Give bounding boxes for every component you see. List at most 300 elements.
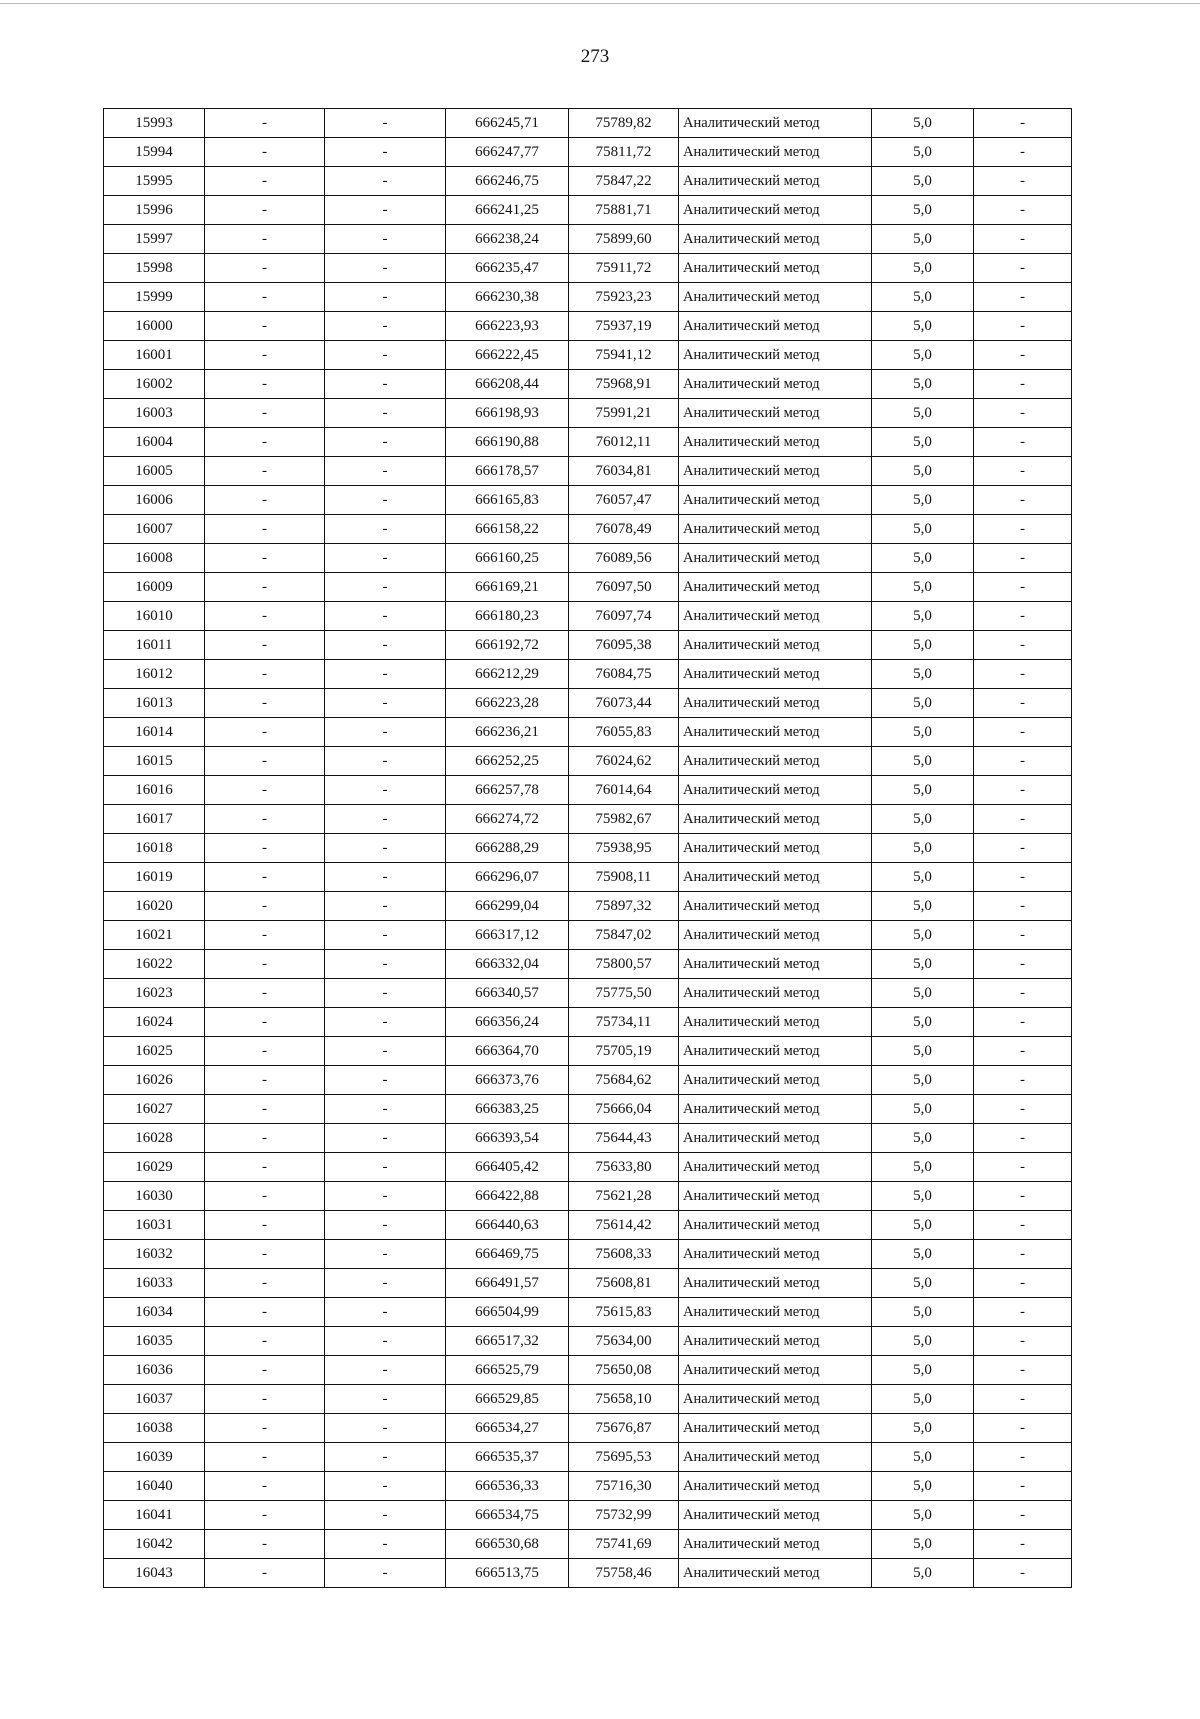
method-cell: Аналитический метод [679,544,872,573]
accuracy-cell: 5,0 [872,544,974,573]
empty-col-3-cell: - [325,457,446,486]
empty-col-8-cell: - [974,892,1072,921]
table-row [104,1095,1072,1124]
empty-col-2-cell: - [205,1385,325,1414]
point-number-cell: 16006 [104,486,205,515]
empty-col-3-cell: - [325,1240,446,1269]
empty-col-2-cell: - [205,515,325,544]
table-row [104,1327,1072,1356]
empty-col-2-cell: - [205,399,325,428]
point-number-cell: 16040 [104,1472,205,1501]
x-coordinate-cell: 666536,33 [446,1472,569,1501]
accuracy-cell: 5,0 [872,1385,974,1414]
empty-col-8-cell: - [974,1037,1072,1066]
y-coordinate-cell: 75614,42 [569,1211,679,1240]
empty-col-8-cell: - [974,718,1072,747]
table-row [104,776,1072,805]
x-coordinate-cell: 666158,22 [446,515,569,544]
empty-col-8-cell: - [974,602,1072,631]
empty-col-8-cell: - [974,457,1072,486]
accuracy-cell: 5,0 [872,370,974,399]
method-cell: Аналитический метод [679,950,872,979]
empty-col-8-cell: - [974,486,1072,515]
x-coordinate-cell: 666364,70 [446,1037,569,1066]
empty-col-3-cell: - [325,544,446,573]
empty-col-3-cell: - [325,225,446,254]
x-coordinate-cell: 666169,21 [446,573,569,602]
y-coordinate-cell: 76012,11 [569,428,679,457]
empty-col-2-cell: - [205,486,325,515]
table-row [104,1066,1072,1095]
x-coordinate-cell: 666535,37 [446,1443,569,1472]
table-row [104,921,1072,950]
table-row [104,1443,1072,1472]
accuracy-cell: 5,0 [872,776,974,805]
y-coordinate-cell: 75734,11 [569,1008,679,1037]
method-cell: Аналитический метод [679,631,872,660]
empty-col-2-cell: - [205,1356,325,1385]
method-cell: Аналитический метод [679,921,872,950]
method-cell: Аналитический метод [679,1356,872,1385]
table-row [104,602,1072,631]
y-coordinate-cell: 75937,19 [569,312,679,341]
accuracy-cell: 5,0 [872,950,974,979]
x-coordinate-cell: 666223,28 [446,689,569,718]
empty-col-3-cell: - [325,1530,446,1559]
y-coordinate-cell: 75634,00 [569,1327,679,1356]
x-coordinate-cell: 666440,63 [446,1211,569,1240]
table-row [104,370,1072,399]
accuracy-cell: 5,0 [872,805,974,834]
point-number-cell: 16042 [104,1530,205,1559]
table-row [104,515,1072,544]
empty-col-8-cell: - [974,1559,1072,1588]
point-number-cell: 16017 [104,805,205,834]
empty-col-3-cell: - [325,1211,446,1240]
method-cell: Аналитический метод [679,1559,872,1588]
y-coordinate-cell: 75923,23 [569,283,679,312]
point-number-cell: 16029 [104,1153,205,1182]
empty-col-8-cell: - [974,1414,1072,1443]
empty-col-2-cell: - [205,718,325,747]
y-coordinate-cell: 76055,83 [569,718,679,747]
empty-col-3-cell: - [325,283,446,312]
table-row [104,1501,1072,1530]
x-coordinate-cell: 666422,88 [446,1182,569,1211]
empty-col-8-cell: - [974,1182,1072,1211]
y-coordinate-cell: 75705,19 [569,1037,679,1066]
empty-col-3-cell: - [325,1559,446,1588]
empty-col-3-cell: - [325,1066,446,1095]
empty-col-2-cell: - [205,1066,325,1095]
accuracy-cell: 5,0 [872,979,974,1008]
method-cell: Аналитический метод [679,283,872,312]
y-coordinate-cell: 76095,38 [569,631,679,660]
point-number-cell: 16014 [104,718,205,747]
method-cell: Аналитический метод [679,805,872,834]
empty-col-8-cell: - [974,254,1072,283]
empty-col-2-cell: - [205,544,325,573]
point-number-cell: 16001 [104,341,205,370]
empty-col-2-cell: - [205,1008,325,1037]
empty-col-3-cell: - [325,1095,446,1124]
x-coordinate-cell: 666491,57 [446,1269,569,1298]
empty-col-8-cell: - [974,1095,1072,1124]
empty-col-2-cell: - [205,370,325,399]
method-cell: Аналитический метод [679,689,872,718]
y-coordinate-cell: 76034,81 [569,457,679,486]
x-coordinate-cell: 666180,23 [446,602,569,631]
method-cell: Аналитический метод [679,834,872,863]
point-number-cell: 16039 [104,1443,205,1472]
accuracy-cell: 5,0 [872,1211,974,1240]
empty-col-2-cell: - [205,312,325,341]
empty-col-8-cell: - [974,1298,1072,1327]
empty-col-3-cell: - [325,950,446,979]
empty-col-2-cell: - [205,1153,325,1182]
empty-col-2-cell: - [205,631,325,660]
table-row [104,109,1072,138]
method-cell: Аналитический метод [679,254,872,283]
x-coordinate-cell: 666238,24 [446,225,569,254]
x-coordinate-cell: 666223,93 [446,312,569,341]
point-number-cell: 16041 [104,1501,205,1530]
empty-col-2-cell: - [205,1182,325,1211]
accuracy-cell: 5,0 [872,573,974,602]
method-cell: Аналитический метод [679,1008,872,1037]
accuracy-cell: 5,0 [872,602,974,631]
method-cell: Аналитический метод [679,167,872,196]
x-coordinate-cell: 666274,72 [446,805,569,834]
table-row [104,312,1072,341]
table-row [104,1124,1072,1153]
y-coordinate-cell: 75621,28 [569,1182,679,1211]
x-coordinate-cell: 666296,07 [446,863,569,892]
y-coordinate-cell: 75676,87 [569,1414,679,1443]
accuracy-cell: 5,0 [872,921,974,950]
empty-col-2-cell: - [205,834,325,863]
empty-col-2-cell: - [205,1240,325,1269]
x-coordinate-cell: 666529,85 [446,1385,569,1414]
empty-col-3-cell: - [325,979,446,1008]
y-coordinate-cell: 75741,69 [569,1530,679,1559]
table-row [104,486,1072,515]
table-row [104,1472,1072,1501]
table-row [104,544,1072,573]
point-number-cell: 16016 [104,776,205,805]
y-coordinate-cell: 75633,80 [569,1153,679,1182]
y-coordinate-cell: 76057,47 [569,486,679,515]
empty-col-8-cell: - [974,834,1072,863]
empty-col-8-cell: - [974,312,1072,341]
empty-col-2-cell: - [205,1501,325,1530]
method-cell: Аналитический метод [679,1240,872,1269]
empty-col-8-cell: - [974,544,1072,573]
method-cell: Аналитический метод [679,1269,872,1298]
method-cell: Аналитический метод [679,1153,872,1182]
y-coordinate-cell: 75608,81 [569,1269,679,1298]
point-number-cell: 16031 [104,1211,205,1240]
point-number-cell: 16003 [104,399,205,428]
x-coordinate-cell: 666190,88 [446,428,569,457]
method-cell: Аналитический метод [679,892,872,921]
method-cell: Аналитический метод [679,1124,872,1153]
empty-col-2-cell: - [205,921,325,950]
empty-col-3-cell: - [325,1269,446,1298]
x-coordinate-cell: 666222,45 [446,341,569,370]
x-coordinate-cell: 666356,24 [446,1008,569,1037]
table-row [104,805,1072,834]
empty-col-3-cell: - [325,1153,446,1182]
table-row [104,283,1072,312]
point-number-cell: 16005 [104,457,205,486]
method-cell: Аналитический метод [679,428,872,457]
table-row [104,225,1072,254]
y-coordinate-cell: 76078,49 [569,515,679,544]
accuracy-cell: 5,0 [872,660,974,689]
method-cell: Аналитический метод [679,1095,872,1124]
y-coordinate-cell: 76089,56 [569,544,679,573]
accuracy-cell: 5,0 [872,167,974,196]
table-row [104,1240,1072,1269]
empty-col-8-cell: - [974,1211,1072,1240]
table-row [104,399,1072,428]
x-coordinate-cell: 666246,75 [446,167,569,196]
y-coordinate-cell: 75982,67 [569,805,679,834]
point-number-cell: 16035 [104,1327,205,1356]
x-coordinate-cell: 666340,57 [446,979,569,1008]
empty-col-2-cell: - [205,747,325,776]
accuracy-cell: 5,0 [872,312,974,341]
empty-col-2-cell: - [205,602,325,631]
empty-col-8-cell: - [974,1269,1072,1298]
accuracy-cell: 5,0 [872,486,974,515]
empty-col-2-cell: - [205,1443,325,1472]
x-coordinate-cell: 666236,21 [446,718,569,747]
empty-col-3-cell: - [325,1356,446,1385]
point-number-cell: 16022 [104,950,205,979]
table-row [104,1269,1072,1298]
empty-col-3-cell: - [325,834,446,863]
empty-col-8-cell: - [974,283,1072,312]
accuracy-cell: 5,0 [872,834,974,863]
accuracy-cell: 5,0 [872,1066,974,1095]
method-cell: Аналитический метод [679,1530,872,1559]
method-cell: Аналитический метод [679,225,872,254]
accuracy-cell: 5,0 [872,225,974,254]
accuracy-cell: 5,0 [872,1443,974,1472]
table-row [104,196,1072,225]
x-coordinate-cell: 666317,12 [446,921,569,950]
y-coordinate-cell: 75615,83 [569,1298,679,1327]
empty-col-2-cell: - [205,1124,325,1153]
point-number-cell: 16020 [104,892,205,921]
point-number-cell: 16030 [104,1182,205,1211]
method-cell: Аналитический метод [679,660,872,689]
x-coordinate-cell: 666530,68 [446,1530,569,1559]
empty-col-8-cell: - [974,1240,1072,1269]
point-number-cell: 15994 [104,138,205,167]
table-row [104,1530,1072,1559]
empty-col-2-cell: - [205,892,325,921]
y-coordinate-cell: 76097,74 [569,602,679,631]
accuracy-cell: 5,0 [872,863,974,892]
empty-col-3-cell: - [325,312,446,341]
point-number-cell: 16037 [104,1385,205,1414]
y-coordinate-cell: 76024,62 [569,747,679,776]
y-coordinate-cell: 75968,91 [569,370,679,399]
table-row [104,979,1072,1008]
table-row [104,254,1072,283]
accuracy-cell: 5,0 [872,1472,974,1501]
accuracy-cell: 5,0 [872,1008,974,1037]
x-coordinate-cell: 666230,38 [446,283,569,312]
y-coordinate-cell: 76097,50 [569,573,679,602]
empty-col-2-cell: - [205,660,325,689]
empty-col-8-cell: - [974,1501,1072,1530]
table-row [104,1008,1072,1037]
empty-col-8-cell: - [974,515,1072,544]
y-coordinate-cell: 75938,95 [569,834,679,863]
y-coordinate-cell: 75695,53 [569,1443,679,1472]
method-cell: Аналитический метод [679,1472,872,1501]
empty-col-2-cell: - [205,1472,325,1501]
y-coordinate-cell: 75732,99 [569,1501,679,1530]
y-coordinate-cell: 75800,57 [569,950,679,979]
point-number-cell: 16025 [104,1037,205,1066]
empty-col-3-cell: - [325,602,446,631]
y-coordinate-cell: 75658,10 [569,1385,679,1414]
accuracy-cell: 5,0 [872,196,974,225]
accuracy-cell: 5,0 [872,428,974,457]
empty-col-2-cell: - [205,1298,325,1327]
empty-col-3-cell: - [325,1385,446,1414]
y-coordinate-cell: 75666,04 [569,1095,679,1124]
empty-col-8-cell: - [974,138,1072,167]
table-row [104,1182,1072,1211]
method-cell: Аналитический метод [679,1182,872,1211]
table-row [104,1414,1072,1443]
x-coordinate-cell: 666212,29 [446,660,569,689]
accuracy-cell: 5,0 [872,1501,974,1530]
empty-col-3-cell: - [325,892,446,921]
method-cell: Аналитический метод [679,109,872,138]
empty-col-8-cell: - [974,109,1072,138]
point-number-cell: 16032 [104,1240,205,1269]
accuracy-cell: 5,0 [872,1356,974,1385]
x-coordinate-cell: 666198,93 [446,399,569,428]
method-cell: Аналитический метод [679,1414,872,1443]
y-coordinate-cell: 75758,46 [569,1559,679,1588]
method-cell: Аналитический метод [679,1385,872,1414]
accuracy-cell: 5,0 [872,718,974,747]
x-coordinate-cell: 666513,75 [446,1559,569,1588]
page-number: 273 [580,46,610,67]
empty-col-8-cell: - [974,979,1072,1008]
table-row [104,718,1072,747]
coordinates-table [103,108,1072,1588]
empty-col-2-cell: - [205,1559,325,1588]
empty-col-3-cell: - [325,1124,446,1153]
empty-col-8-cell: - [974,1530,1072,1559]
empty-col-2-cell: - [205,341,325,370]
empty-col-3-cell: - [325,921,446,950]
point-number-cell: 16000 [104,312,205,341]
table-row [104,138,1072,167]
table-row [104,167,1072,196]
empty-col-3-cell: - [325,428,446,457]
x-coordinate-cell: 666517,32 [446,1327,569,1356]
y-coordinate-cell: 75684,62 [569,1066,679,1095]
x-coordinate-cell: 666247,77 [446,138,569,167]
y-coordinate-cell: 75899,60 [569,225,679,254]
empty-col-2-cell: - [205,1211,325,1240]
y-coordinate-cell: 75775,50 [569,979,679,1008]
empty-col-3-cell: - [325,1182,446,1211]
empty-col-8-cell: - [974,805,1072,834]
accuracy-cell: 5,0 [872,1414,974,1443]
x-coordinate-cell: 666235,47 [446,254,569,283]
empty-col-2-cell: - [205,225,325,254]
method-cell: Аналитический метод [679,747,872,776]
accuracy-cell: 5,0 [872,138,974,167]
point-number-cell: 16024 [104,1008,205,1037]
empty-col-2-cell: - [205,283,325,312]
y-coordinate-cell: 75650,08 [569,1356,679,1385]
point-number-cell: 16015 [104,747,205,776]
empty-col-3-cell: - [325,167,446,196]
accuracy-cell: 5,0 [872,1269,974,1298]
point-number-cell: 16043 [104,1559,205,1588]
point-number-cell: 16002 [104,370,205,399]
empty-col-2-cell: - [205,428,325,457]
x-coordinate-cell: 666208,44 [446,370,569,399]
empty-col-8-cell: - [974,1124,1072,1153]
empty-col-2-cell: - [205,196,325,225]
accuracy-cell: 5,0 [872,283,974,312]
empty-col-3-cell: - [325,1443,446,1472]
empty-col-2-cell: - [205,254,325,283]
empty-col-8-cell: - [974,167,1072,196]
accuracy-cell: 5,0 [872,1153,974,1182]
method-cell: Аналитический метод [679,602,872,631]
table-row [104,863,1072,892]
point-number-cell: 16012 [104,660,205,689]
point-number-cell: 16019 [104,863,205,892]
point-number-cell: 16009 [104,573,205,602]
point-number-cell: 16018 [104,834,205,863]
table-row [104,950,1072,979]
point-number-cell: 16010 [104,602,205,631]
table-row [104,747,1072,776]
empty-col-3-cell: - [325,1501,446,1530]
x-coordinate-cell: 666504,99 [446,1298,569,1327]
empty-col-2-cell: - [205,1414,325,1443]
empty-col-8-cell: - [974,341,1072,370]
table-row [104,1211,1072,1240]
empty-col-2-cell: - [205,776,325,805]
table-row [104,892,1072,921]
table-row [104,1037,1072,1066]
empty-col-8-cell: - [974,1327,1072,1356]
y-coordinate-cell: 76084,75 [569,660,679,689]
empty-col-3-cell: - [325,863,446,892]
method-cell: Аналитический метод [679,979,872,1008]
empty-col-2-cell: - [205,109,325,138]
x-coordinate-cell: 666525,79 [446,1356,569,1385]
point-number-cell: 15997 [104,225,205,254]
y-coordinate-cell: 75847,22 [569,167,679,196]
